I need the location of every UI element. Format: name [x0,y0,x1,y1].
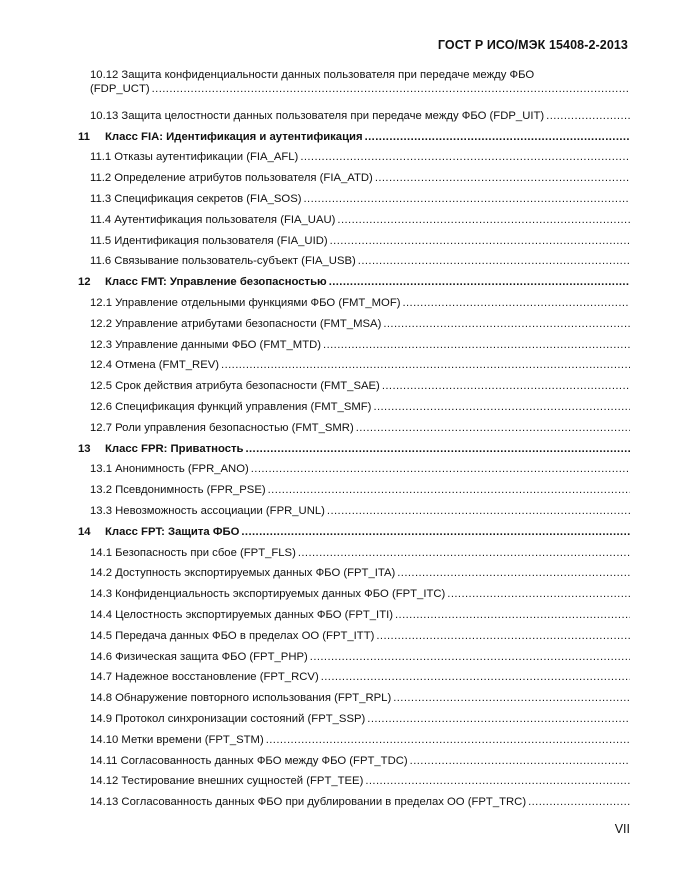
dot-leader [395,608,630,622]
dot-leader [337,213,630,227]
dot-leader [323,338,630,352]
toc-entry-text: 12.2 Управление атрибутами безопасности (FMT_MSA) [90,317,382,330]
dot-leader [397,566,630,580]
document-header: ГОСТ Р ИСО/МЭК 15408-2-2013 [437,38,628,52]
toc-entry-14-13[interactable] [78,788,630,809]
dot-leader [410,754,630,768]
dot-leader [221,358,630,372]
dot-leader [376,629,630,643]
toc-entry-text: 12.4 Отмена (FMT_REV) [90,359,220,372]
dot-leader [365,130,630,144]
dot-leader [373,400,630,414]
dot-leader [327,504,630,518]
dot-leader [402,296,630,310]
toc-entry-text: 14.8 Обнаружение повторного использования (FPT_RPL) [90,692,392,705]
dot-leader [251,462,630,476]
section-title: Класс FMT: Управление безопасностью [105,276,327,289]
dot-leader [447,587,630,601]
section-number: 12 [78,276,91,289]
section-title: Класс FPT: Защита ФБО [105,525,240,538]
dot-leader [330,234,630,248]
toc-entry-text: 14.3 Конфиденциальность экспортируемых данных ФБО (FPT_ITC) [90,588,446,601]
toc-entry-text: 12.1 Управление отдельными функциями ФБО (FMT_MOF) [90,296,401,309]
toc-entry-12-4[interactable] [78,352,630,373]
toc-entry-text: (FDP_UCT) [90,83,150,95]
toc-entry-text: 13.1 Анонимность (FPR_ANO) [90,463,249,476]
toc-entry-text: 12.5 Срок действия атрибута безопасности (FMT_SAE) [90,380,380,393]
toc-entry-text: 11.3 Спецификация секретов (FIA_SOS) [90,192,302,205]
toc-entry-14-2[interactable] [78,560,630,581]
toc-entry-11-4[interactable] [78,206,630,227]
section-title: Класс FPR: Приватность [105,442,244,455]
toc-entry-11-1[interactable] [78,144,630,165]
toc-entry-12-5[interactable] [78,372,630,393]
toc-entry-text: 12.3 Управление данными ФБО (FMT_MTD) [90,338,322,351]
toc-entry-14-5[interactable] [78,622,630,643]
toc-entry-text: 14.7 Надежное восстановление (FPT_RCV) [90,671,319,684]
toc-entry-13-3[interactable] [78,497,630,518]
toc-entry-text: 11.1 Отказы аутентификации (FIA_AFL) [90,151,299,164]
toc-entry-13-1[interactable] [78,456,630,477]
toc-entry-10-13[interactable] [78,102,630,123]
section-number: 13 [78,442,91,455]
dot-leader [358,254,630,268]
section-number: 14 [78,525,91,538]
toc-entry-text: 10.12 Защита конфиденциальности данных пользователя при передаче между ФБО [90,69,535,81]
dot-leader [383,317,630,331]
dot-leader [367,712,630,726]
toc-section-11[interactable] [78,123,630,144]
section-number: 11 [78,130,90,143]
toc-entry-11-3[interactable] [78,185,630,206]
toc-entry-text: 14.9 Протокол синхронизации состояний (FPT_SSP) [90,712,366,725]
dot-leader [321,670,630,684]
toc-entry-text: 14.12 Тестирование внешних сущностей (FPT_TEE) [90,775,364,788]
toc-entry-text: 14.4 Целостность экспортируемых данных ФБО (FPT_ITI) [90,608,393,621]
toc-entry-text: 12.6 Спецификация функций управления (FMT_SMF) [90,400,372,413]
dot-leader [241,525,630,539]
toc-entry-14-12[interactable] [78,768,630,789]
table-of-contents [78,64,630,809]
toc-entry-text: 12.7 Роли управления безопасностью (FMT_SMR) [90,421,354,434]
dot-leader [356,421,630,435]
dot-leader [546,109,630,123]
dot-leader [310,650,630,664]
toc-section-13[interactable] [78,435,630,456]
dot-leader [375,171,630,185]
toc-entry-12-3[interactable] [78,331,630,352]
toc-entry-text: 13.2 Псевдонимность (FPR_PSE) [90,484,266,497]
toc-entry-text: 13.3 Невозможность ассоциации (FPR_UNL) [90,504,325,517]
toc-entry-text: 14.2 Доступность экспортируемых данных ФБО (FPT_ITA) [90,567,396,580]
toc-entry-text: 14.11 Согласованность данных ФБО между ФБО (FPT_TDC) [90,754,408,767]
toc-entry-14-6[interactable] [78,643,630,664]
toc-entry-14-10[interactable] [78,726,630,747]
toc-entry-text: 11.5 Идентификация пользователя (FIA_UID) [90,234,328,247]
toc-entry-text: 11.2 Определение атрибутов пользователя (FIA_ATD) [90,172,373,185]
toc-entry-14-11[interactable] [78,747,630,768]
toc-entry-14-8[interactable] [78,684,630,705]
toc-entry-11-5[interactable] [78,227,630,248]
toc-entry-12-6[interactable] [78,393,630,414]
toc-entry-12-7[interactable] [78,414,630,435]
dot-leader [365,774,630,788]
toc-entry-14-1[interactable] [78,539,630,560]
toc-entry-text: 10.13 Защита целостности данных пользователя при передаче между ФБО (FDP_UIT) [90,109,545,122]
toc-entry-10-12[interactable] [78,68,630,96]
toc-entry-text: 14.5 Передача данных ФБО в пределах ОО (FPT_ITT) [90,629,375,642]
toc-entry-13-2[interactable] [78,476,630,497]
section-title: Класс FIA: Идентификация и аутентификация [105,130,363,143]
toc-entry-text: 14.13 Согласованность данных ФБО при дублировании в пределах ОО (FPT_TRC) [90,796,527,809]
toc-entry-14-7[interactable] [78,664,630,685]
toc-entry-14-9[interactable] [78,705,630,726]
toc-entry-11-2[interactable] [78,164,630,185]
dot-leader [268,483,630,497]
dot-leader [266,733,630,747]
toc-entry-text: 11.4 Аутентификация пользователя (FIA_UAU) [90,213,336,226]
dot-leader [393,691,630,705]
toc-entry-text: 14.10 Метки времени (FPT_STM) [90,733,264,746]
page-number: VII [614,822,630,836]
dot-leader [152,82,630,96]
toc-entry-14-3[interactable] [78,580,630,601]
toc-section-12[interactable] [78,268,630,289]
toc-entry-text: 11.6 Связывание пользователь-субъект (FIA_USB) [90,255,356,268]
toc-entry-11-6[interactable] [78,248,630,269]
dot-leader [329,275,630,289]
dot-leader [300,150,630,164]
toc-entry-12-2[interactable] [78,310,630,331]
toc-section-14[interactable] [78,518,630,539]
dot-leader [528,795,630,809]
dot-leader [245,442,630,456]
toc-entry-text: 14.1 Безопасность при сбое (FPT_FLS) [90,546,296,559]
toc-entry-text: 14.6 Физическая защита ФБО (FPT_PHP) [90,650,308,663]
dot-leader [298,546,630,560]
toc-entry-14-4[interactable] [78,601,630,622]
toc-entry-12-1[interactable] [78,289,630,310]
dot-leader [382,379,630,393]
dot-leader [304,192,630,206]
